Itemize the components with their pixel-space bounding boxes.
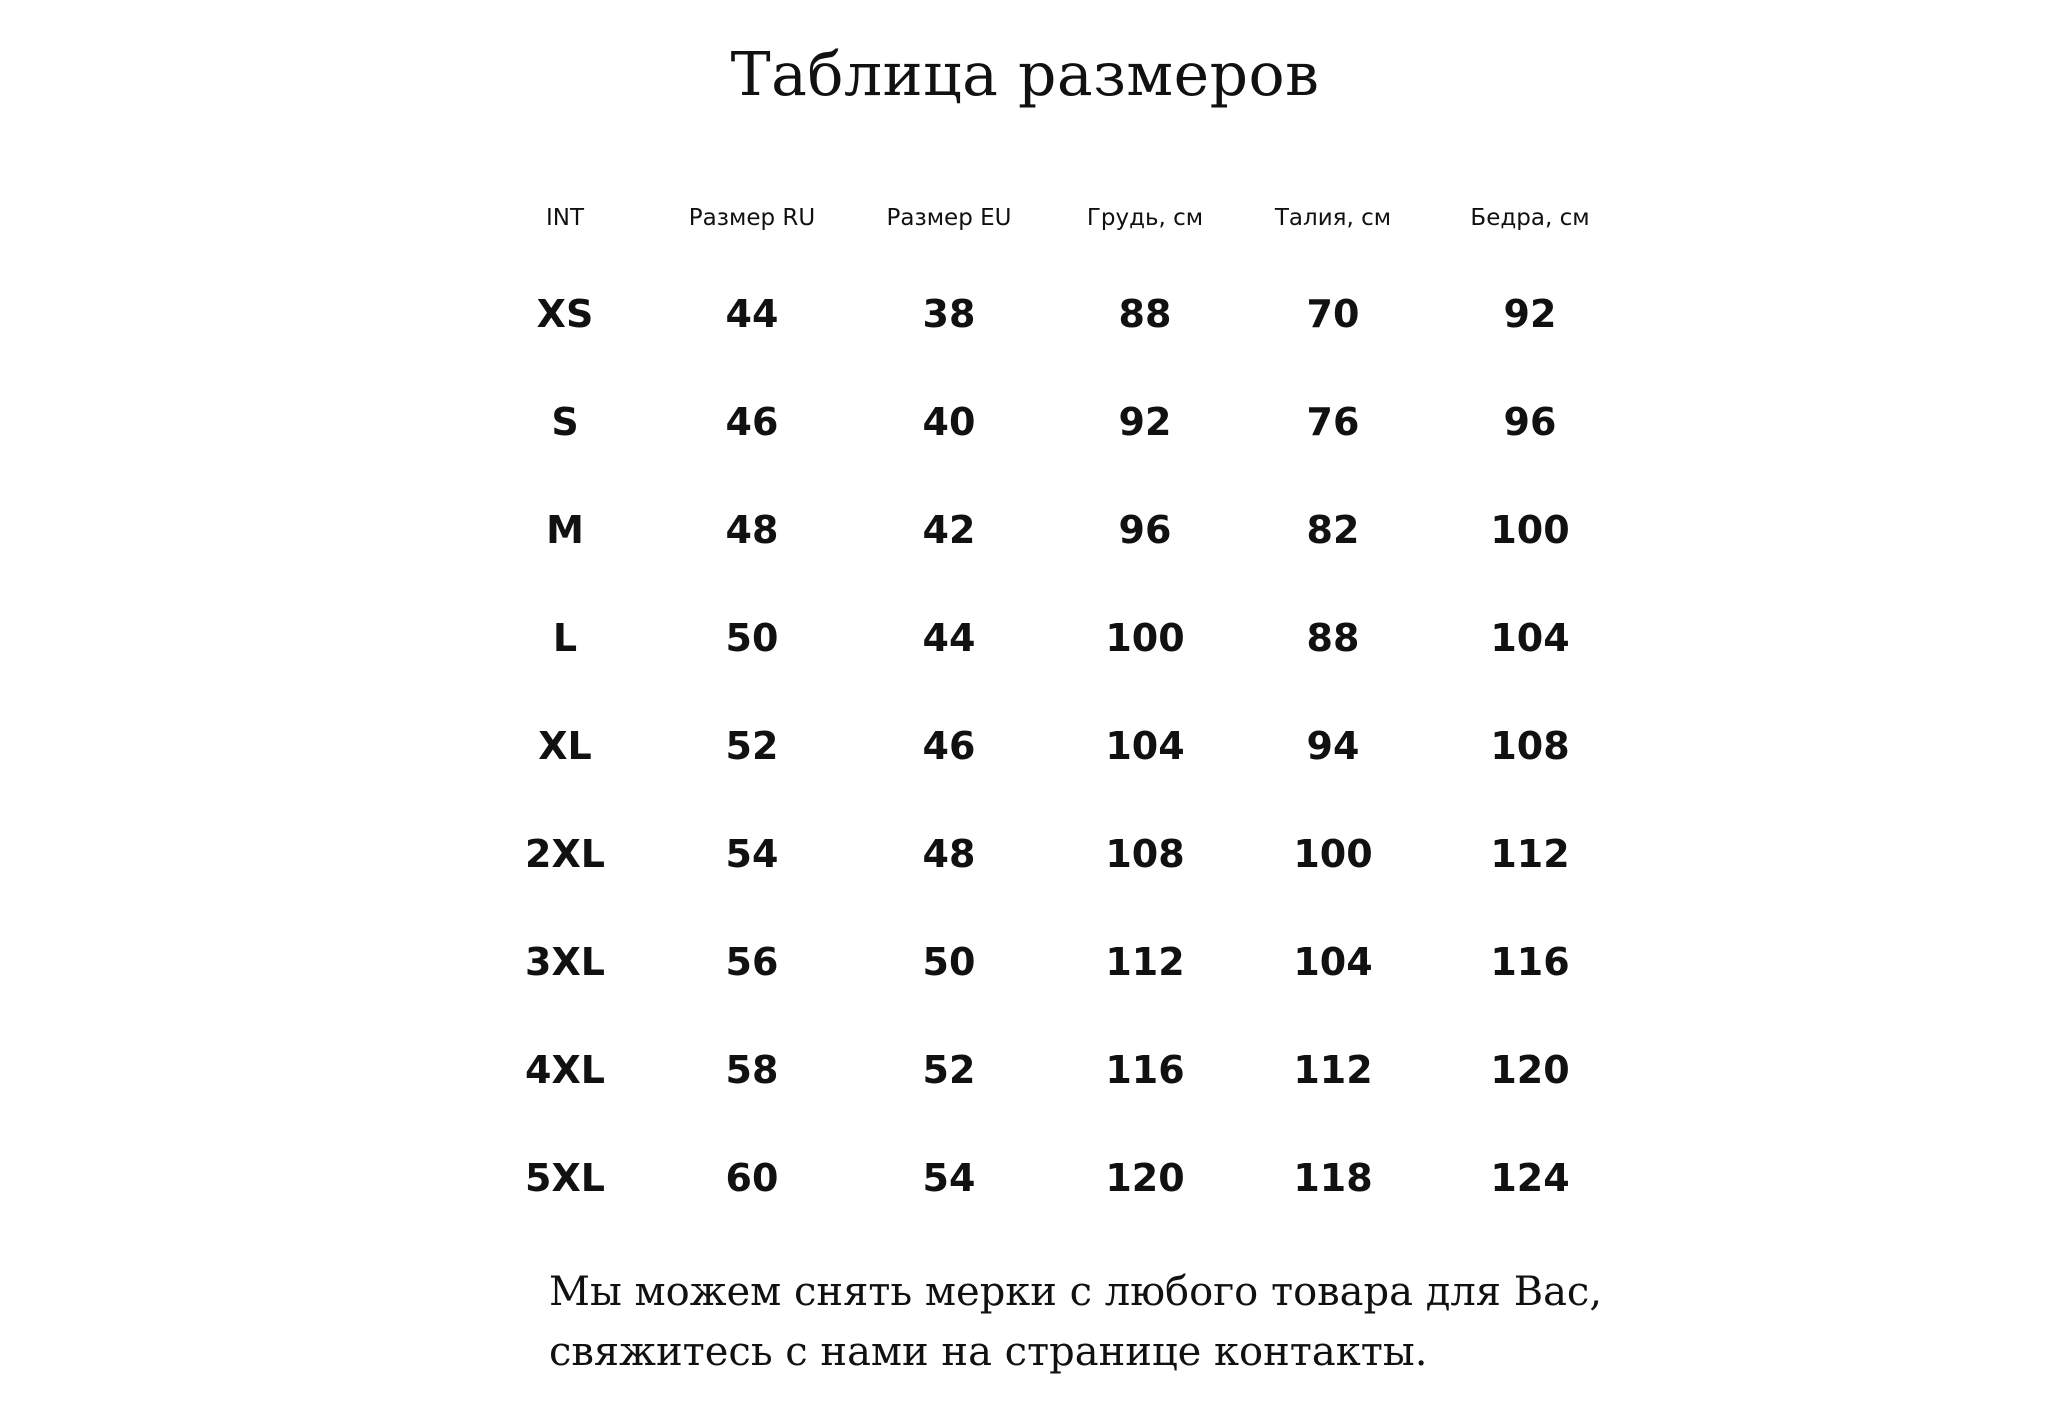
cell-size-ru: 52 [725,724,779,768]
cell-int: 2XL [525,832,605,876]
cell-waist: 94 [1306,724,1360,768]
header-hips: Бедра, см [1470,205,1590,231]
cell-waist: 100 [1293,832,1373,876]
cell-size-ru: 46 [725,400,779,444]
cell-hips: 120 [1490,1048,1570,1092]
cell-int: 5XL [525,1156,605,1200]
cell-chest: 104 [1105,724,1185,768]
cell-size-eu: 52 [922,1048,976,1092]
cell-chest: 96 [1118,508,1172,552]
cell-size-eu: 44 [922,616,976,660]
cell-size-eu: 46 [922,724,976,768]
cell-size-ru: 56 [725,940,779,984]
cell-int: S [551,400,579,444]
table-row [474,692,1634,800]
cell-hips: 108 [1490,724,1570,768]
cell-waist: 112 [1293,1048,1373,1092]
cell-size-eu: 54 [922,1156,976,1200]
cell-waist: 118 [1293,1156,1373,1200]
cell-size-eu: 42 [922,508,976,552]
header-chest: Грудь, см [1086,205,1204,231]
table-row [474,800,1634,908]
note-line-2: свяжитесь с нами на странице контакты. [549,1329,1428,1375]
cell-size-eu: 38 [922,292,976,336]
cell-chest: 88 [1118,292,1172,336]
cell-chest: 120 [1105,1156,1185,1200]
cell-hips: 100 [1490,508,1570,552]
cell-int: 4XL [525,1048,605,1092]
table-row [474,476,1634,584]
cell-chest: 108 [1105,832,1185,876]
cell-hips: 104 [1490,616,1570,660]
cell-waist: 88 [1306,616,1360,660]
cell-size-ru: 58 [725,1048,779,1092]
table-row [474,1016,1634,1124]
cell-size-eu: 40 [922,400,976,444]
cell-size-ru: 50 [725,616,779,660]
cell-hips: 92 [1503,292,1557,336]
cell-hips: 112 [1490,832,1570,876]
table-row [474,1124,1634,1232]
header-waist: Талия, см [1274,205,1392,231]
measurement-note [549,1262,1649,1382]
table-row [474,584,1634,692]
cell-int: M [546,508,584,552]
table-row [474,260,1634,368]
cell-size-eu: 48 [922,832,976,876]
cell-chest: 116 [1105,1048,1185,1092]
cell-size-ru: 54 [725,832,779,876]
cell-int: XL [538,724,592,768]
cell-waist: 70 [1306,292,1360,336]
table-header-row [474,176,1634,260]
cell-size-ru: 48 [725,508,779,552]
note-line-1: Мы можем снять мерки с любого товара для Вас, [549,1269,1603,1315]
cell-int: XS [536,292,594,336]
cell-size-ru: 44 [725,292,779,336]
cell-waist: 104 [1293,940,1373,984]
cell-hips: 96 [1503,400,1557,444]
cell-size-ru: 60 [725,1156,779,1200]
cell-waist: 76 [1306,400,1360,444]
page-title: Таблица размеров [730,40,1320,110]
cell-chest: 92 [1118,400,1172,444]
cell-chest: 100 [1105,616,1185,660]
table-body [474,260,1634,1232]
size-table [474,176,1634,1232]
cell-waist: 82 [1306,508,1360,552]
cell-int: L [552,616,578,660]
cell-hips: 124 [1490,1156,1570,1200]
header-int: INT [545,205,585,231]
cell-hips: 116 [1490,940,1570,984]
table-row [474,908,1634,1016]
header-size-eu: Размер EU [886,205,1012,231]
cell-int: 3XL [525,940,605,984]
table-row [474,368,1634,476]
header-size-ru: Размер RU [688,205,816,231]
cell-chest: 112 [1105,940,1185,984]
cell-size-eu: 50 [922,940,976,984]
